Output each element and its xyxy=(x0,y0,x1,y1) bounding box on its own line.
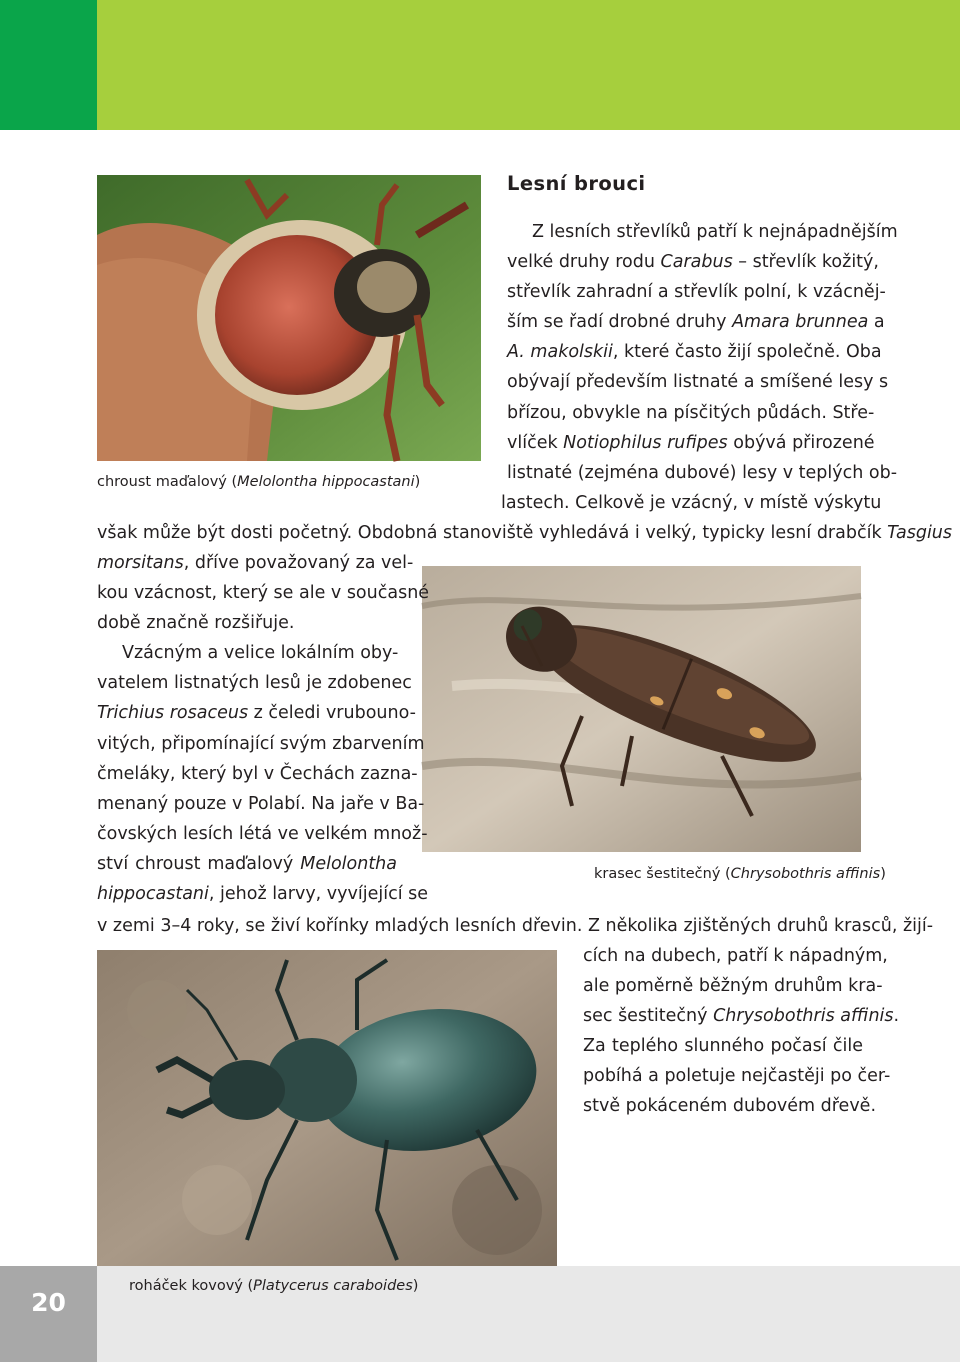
caption-rohacek: roháček kovový (Platycerus caraboides) xyxy=(129,1278,419,1294)
caption-krasec: krasec šestitečný (Chrysobothris affinis) xyxy=(594,866,886,882)
text-line: břízou, obvykle na písčitých půdách. Stře- xyxy=(507,402,875,423)
text-line: vatelem listnatých lesů je zdobenec xyxy=(97,673,412,694)
paragraph-block-1 xyxy=(501,217,898,518)
photo-krasec xyxy=(422,566,861,852)
page-number: 20 xyxy=(31,1288,66,1317)
text-line: stvě pokáceném dubovém dřevě. xyxy=(583,1096,877,1117)
text-line: lastech. Celkově je vzácný, v místě výskytu xyxy=(501,492,882,513)
text-line: A. makolskii, které často žijí společně. Oba xyxy=(507,342,882,363)
text-line: Trichius rosaceus z čeledi vrubouno- xyxy=(97,703,416,724)
text-line: cích na dubech, patří k nápadným, xyxy=(583,946,888,966)
text-line: pobíhá a poletuje nejčastěji po čer- xyxy=(583,1066,891,1087)
text-line: menaný pouze v Polabí. Na jaře v Ba- xyxy=(97,793,425,814)
text-line: velké druhy rodu Carabus – střevlík kožitý, xyxy=(507,252,879,273)
text-line: listnaté (zejména dubové) lesy v teplých ob- xyxy=(507,462,898,483)
text-line: době značně rozšiřuje. xyxy=(97,613,295,634)
text-line: hippocastani, jehož larvy, vyvíjející se xyxy=(97,884,429,905)
photo-rohacek xyxy=(97,950,557,1266)
section-heading: Lesní brouci xyxy=(507,172,646,195)
text-line: vlíček Notiophilus rufipes obývá přirozené xyxy=(507,432,875,453)
text-line: Vzácným a velice lokálním oby- xyxy=(122,643,399,664)
text-line: v zemi 3–4 roky, se živí kořínky mladých lesních dřevin. Z několika zjištěných druhů krasců, žijí- xyxy=(97,916,934,936)
text-line: čmeláky, který byl v Čechách zazna- xyxy=(97,763,418,784)
caption-chroust: chroust maďalový (Melolontha hippocastani) xyxy=(97,474,421,490)
text-line: střevlík zahradní a střevlík polní, k vzácněj- xyxy=(507,282,886,303)
header-band-light xyxy=(97,0,960,130)
photo-chroust xyxy=(97,175,481,461)
text-line: ale poměrně běžným druhům kra- xyxy=(583,976,883,997)
text-line: ším se řadí drobné druhy Amara brunnea a xyxy=(507,312,885,333)
paragraph-block-3 xyxy=(97,548,430,909)
text-line: čovských lesích létá ve velkém množ- xyxy=(97,823,428,844)
text-line: ství chroust maďalový Melolontha xyxy=(97,853,397,874)
text-line: obývají především listnaté a smíšené lesy s xyxy=(507,372,889,393)
text-line: však může být dosti početný. Obdobná stanoviště vyhledává i velký, typicky lesní drabčík Tasgius xyxy=(97,523,953,543)
text-line: Z lesních střevlíků patří k nejnápadnějším xyxy=(532,222,898,242)
paragraph-block-2 xyxy=(97,518,953,548)
text-line: kou vzácnost, který se ale v současné xyxy=(97,583,430,604)
text-line: Za teplého slunného počasí čile xyxy=(583,1036,863,1057)
header-band-dark xyxy=(0,0,97,130)
text-line: morsitans, dříve považovaný za vel- xyxy=(97,553,414,573)
paragraph-block-5 xyxy=(583,941,900,1122)
paragraph-block-4 xyxy=(97,911,934,941)
text-line: sec šestitečný Chrysobothris affinis. xyxy=(583,1006,900,1027)
text-line: vitých, připomínající svým zbarvením xyxy=(97,733,425,754)
